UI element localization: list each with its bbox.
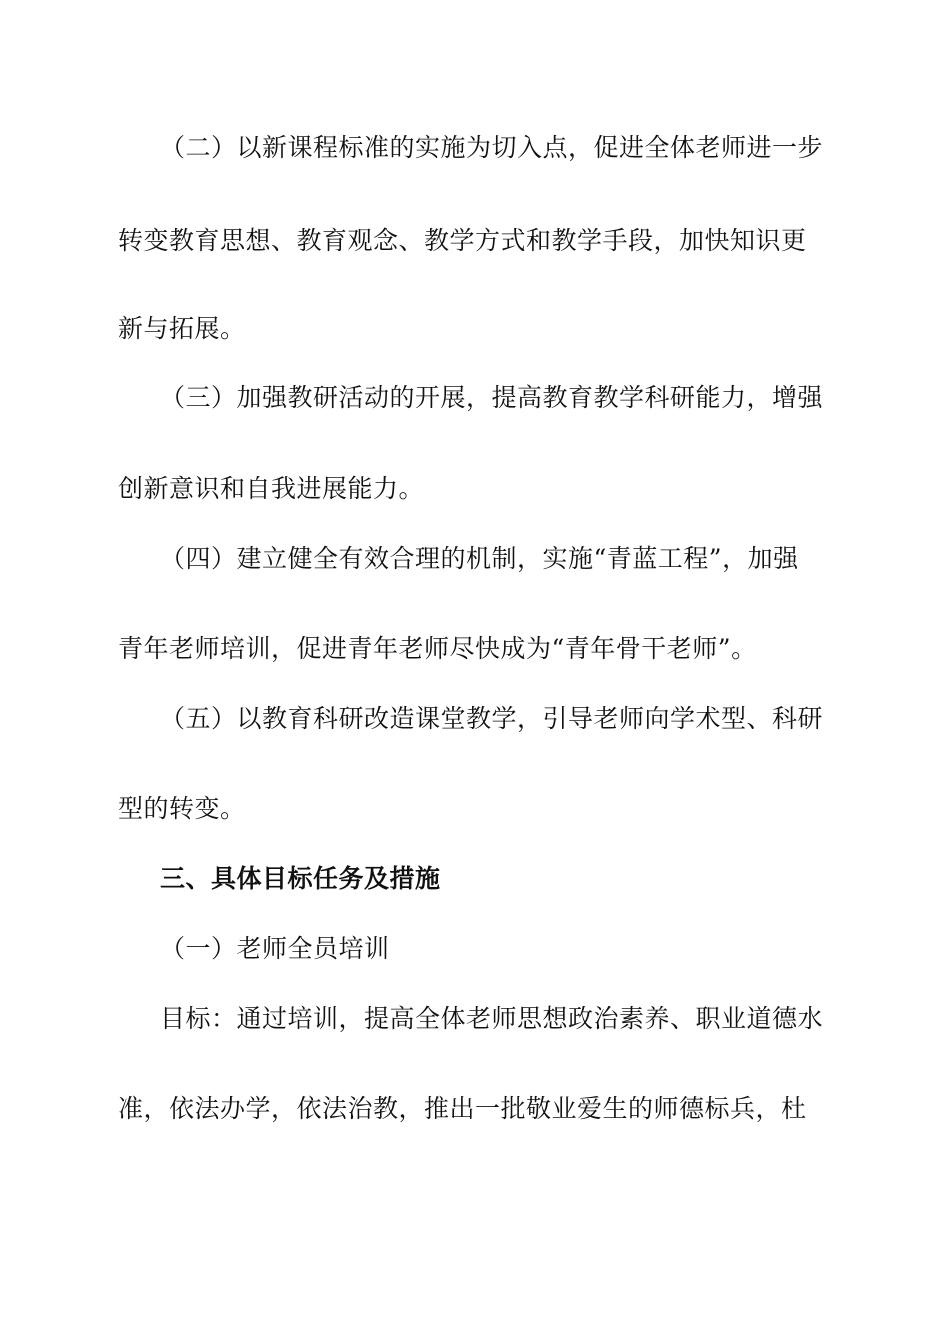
paragraph-5-line-2: 型的转变。 — [118, 794, 246, 823]
paragraph-3-line-2: 创新意识和自我进展能力。 — [118, 474, 425, 503]
paragraph-4-line-2: 青年老师培训，促进青年老师尽快成为“青年骨干老师”。 — [118, 634, 757, 663]
target-paragraph-line-2: 准，依法办学，依法治教，推出一批敬业爱生的师德标兵，杜 — [118, 1094, 807, 1123]
subsection-heading: （一）老师全员培训 — [160, 934, 390, 963]
paragraph-2-line-2: 转变教育思想、教育观念、教学方式和教学手段，加快知识更 — [118, 226, 807, 255]
paragraph-2-line-1: （二）以新课程标准的实施为切入点，促进全体老师进一步 — [160, 133, 824, 162]
paragraph-5-line-1: （五）以教育科研改造课堂教学，引导老师向学术型、科研 — [160, 704, 824, 733]
paragraph-2-line-3: 新与拓展。 — [118, 314, 246, 343]
target-paragraph-line-1: 目标：通过培训，提高全体老师思想政治素养、职业道德水 — [160, 1004, 824, 1033]
paragraph-4-line-1: （四）建立健全有效合理的机制，实施“青蓝工程”，加强 — [160, 544, 799, 573]
section-heading: 三、具体目标任务及措施 — [160, 864, 441, 893]
paragraph-3-line-1: （三）加强教研活动的开展，提高教育教学科研能力，增强 — [160, 383, 824, 412]
